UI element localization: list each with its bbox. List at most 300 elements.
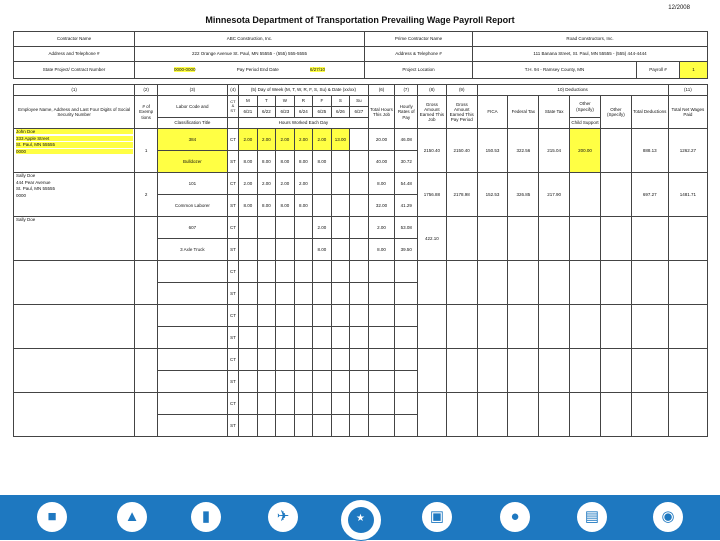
st-hours-cell[interactable]: 8.00 [294, 151, 313, 173]
hours-cell[interactable] [368, 349, 395, 371]
hours-cell[interactable] [331, 415, 350, 437]
gross-job-cell[interactable]: 422.10 [418, 217, 447, 261]
hours-cell[interactable] [368, 327, 395, 349]
hours-cell[interactable] [239, 327, 258, 349]
employee-cell [14, 173, 135, 217]
hours-cell[interactable] [350, 393, 369, 415]
amount-cell[interactable] [539, 393, 570, 437]
amount-cell[interactable] [539, 305, 570, 349]
column-number-row [14, 85, 708, 96]
exemptions-cell[interactable]: 2 [135, 173, 158, 217]
employee-ssn[interactable]: 0000 [16, 193, 27, 199]
gross-job-cell[interactable]: 1756.88 [418, 173, 447, 217]
state-tax-cell[interactable] [539, 217, 570, 261]
amount-cell[interactable] [631, 393, 668, 437]
st-hours-cell[interactable] [331, 195, 350, 217]
other1-cell[interactable]: 200.00 [570, 129, 601, 173]
hours-cell[interactable] [350, 283, 369, 305]
amount-cell[interactable] [631, 261, 668, 305]
child-support-header: Child Support [570, 118, 601, 129]
day-w: W [276, 96, 295, 107]
hours-cell[interactable] [395, 261, 418, 283]
hours-cell[interactable] [395, 371, 418, 393]
hours-cell[interactable] [350, 349, 369, 371]
st-hours-cell[interactable] [350, 151, 369, 173]
hours-cell[interactable] [331, 349, 350, 371]
other1-cell[interactable] [570, 217, 601, 261]
hours-cell[interactable] [331, 305, 350, 327]
hours-cell[interactable] [294, 371, 313, 393]
location-label: Project Location [365, 62, 473, 79]
labor-code-cell[interactable]: 384 [157, 129, 227, 151]
date-su: 6/27 [350, 107, 369, 118]
col-9: (9) [446, 85, 477, 96]
ct-hours-cell[interactable]: 2.00 [313, 217, 332, 239]
hours-cell[interactable] [294, 393, 313, 415]
amount-cell[interactable] [668, 393, 707, 437]
fica-cell[interactable]: 152.53 [477, 173, 508, 217]
hours-cell[interactable] [331, 371, 350, 393]
amount-cell[interactable] [631, 349, 668, 393]
ct-hours-cell[interactable] [257, 217, 276, 239]
employee-cell [14, 129, 135, 173]
contractor-value[interactable]: ABC Construction, Inc. [135, 32, 365, 47]
hours-cell[interactable] [350, 415, 369, 437]
ct-hours-cell[interactable]: 2.00 [257, 173, 276, 195]
hours-cell[interactable] [368, 283, 395, 305]
st-label: ST [227, 415, 238, 437]
hours-cell[interactable] [350, 327, 369, 349]
ct-total-cell[interactable]: 20.00 [368, 129, 395, 151]
amount-cell[interactable] [570, 261, 601, 305]
st-hours-cell[interactable] [276, 239, 295, 261]
net-cell[interactable] [668, 217, 707, 261]
car-icon: ▣ [422, 502, 452, 532]
other2-header: Other (Specify) [600, 96, 631, 129]
amount-cell[interactable] [477, 261, 508, 305]
st-hours-cell[interactable]: 8.00 [239, 151, 258, 173]
hours-cell[interactable] [276, 415, 295, 437]
blank-row-ct [14, 393, 708, 415]
hours-cell[interactable] [368, 415, 395, 437]
classification-cell[interactable]: Common Laborer [157, 195, 227, 217]
hours-cell[interactable] [350, 305, 369, 327]
classification-cell[interactable]: 3 Axle Truck [157, 239, 227, 261]
hours-cell[interactable] [276, 283, 295, 305]
bus-front-icon: ▤ [577, 502, 607, 532]
employee-city[interactable]: St. Paul, MN 55555 [16, 142, 133, 147]
hours-cell[interactable] [294, 327, 313, 349]
other1-cell[interactable] [570, 173, 601, 217]
ct-hours-cell[interactable] [331, 217, 350, 239]
project-group [135, 62, 365, 79]
hours-cell[interactable] [294, 305, 313, 327]
col-7: (7) [395, 85, 418, 96]
other2-cell[interactable] [600, 129, 631, 173]
amount-cell[interactable] [446, 393, 477, 437]
ct-label: CT [227, 217, 238, 239]
amount-cell[interactable] [508, 305, 539, 349]
labor-code-cell[interactable] [157, 305, 227, 327]
hours-cell[interactable] [395, 305, 418, 327]
hours-cell[interactable] [239, 415, 258, 437]
day-t: T [257, 96, 276, 107]
day-s: S [331, 96, 350, 107]
hours-cell[interactable] [257, 415, 276, 437]
employee-cell[interactable] [14, 261, 135, 305]
amount-cell[interactable] [477, 305, 508, 349]
classification-cell[interactable] [157, 371, 227, 393]
hours-cell[interactable] [368, 305, 395, 327]
col-2: (2) [135, 85, 158, 96]
fica-cell[interactable] [477, 217, 508, 261]
ct-label: CT [227, 393, 238, 415]
hours-cell[interactable] [257, 349, 276, 371]
fica-cell[interactable]: 150.53 [477, 129, 508, 173]
col-3: (3) [157, 85, 227, 96]
amount-cell[interactable] [418, 393, 447, 437]
hours-cell[interactable] [313, 327, 332, 349]
hours-cell[interactable] [395, 393, 418, 415]
st-hours-cell[interactable]: 8.00 [313, 151, 332, 173]
col-6: (6) [368, 85, 395, 96]
exemptions-cell[interactable] [135, 349, 158, 393]
ct-hours-cell[interactable]: 13.00 [331, 129, 350, 151]
payroll-label: Payroll # [637, 62, 680, 79]
ct-label: CT [227, 305, 238, 327]
amount-cell[interactable] [477, 393, 508, 437]
train-icon: ▮ [191, 502, 221, 532]
labor-code-cell[interactable] [157, 261, 227, 283]
st-rate-cell[interactable]: 39.50 [395, 239, 418, 261]
classification-cell[interactable] [157, 415, 227, 437]
exemptions-header: # of Exemp tions [135, 96, 158, 129]
column-header-row [14, 96, 708, 107]
amount-cell[interactable] [570, 393, 601, 437]
hours-cell[interactable] [313, 305, 332, 327]
gross-period-cell[interactable]: 2178.98 [446, 173, 477, 217]
blank-row-ct [14, 305, 708, 327]
hours-cell[interactable] [239, 371, 258, 393]
st-hours-cell[interactable] [331, 151, 350, 173]
amount-cell[interactable] [508, 261, 539, 305]
ct-hours-cell[interactable]: 2.00 [313, 129, 332, 151]
prime-value[interactable]: Road Constructors, Inc. [473, 32, 708, 47]
classification-header: Classification Title [157, 118, 227, 129]
ct-rate-cell[interactable]: 53.08 [395, 217, 418, 239]
gross-period-cell[interactable]: 2150.40 [446, 129, 477, 173]
gross-job-cell[interactable]: 2150.40 [418, 129, 447, 173]
day-su: Su [350, 96, 369, 107]
employee-ssn[interactable]: 0000 [16, 149, 133, 154]
date-t: 6/22 [257, 107, 276, 118]
amount-cell[interactable] [418, 349, 447, 393]
ct-rate-cell[interactable]: 54.48 [395, 173, 418, 195]
col-5: (5) Day of Week (M, T, W, R, F, S, Su) & Date (xx/xx) [239, 85, 369, 96]
employee-name[interactable]: John Doe [16, 129, 133, 134]
ct-hours-cell[interactable]: 2.00 [276, 173, 295, 195]
employee-cell [14, 217, 135, 261]
classification-cell[interactable]: Bulldozer [157, 151, 227, 173]
hours-cell[interactable] [313, 371, 332, 393]
hours-cell[interactable] [294, 415, 313, 437]
st-hours-cell[interactable]: 8.00 [294, 195, 313, 217]
labor-code-cell[interactable]: 607 [157, 217, 227, 239]
hours-cell[interactable] [257, 327, 276, 349]
labor-code-cell[interactable]: 101 [157, 173, 227, 195]
col-10: 10) Deductions [477, 85, 668, 96]
hours-cell[interactable] [257, 305, 276, 327]
hours-cell[interactable] [331, 327, 350, 349]
amount-cell[interactable] [600, 349, 631, 393]
date-w: 6/23 [276, 107, 295, 118]
employee-name[interactable]: Sally Doe [16, 173, 36, 178]
hours-cell[interactable] [368, 371, 395, 393]
hours-cell[interactable] [276, 261, 295, 283]
col-11: (11) [668, 85, 707, 96]
st-label: ST [227, 327, 238, 349]
hours-cell[interactable] [276, 349, 295, 371]
bus-icon: ■ [37, 502, 67, 532]
st-hours-cell[interactable] [350, 239, 369, 261]
date-f: 6/25 [313, 107, 332, 118]
exemptions-cell[interactable] [135, 305, 158, 349]
ct-total-cell[interactable]: 8.00 [368, 173, 395, 195]
ct-hours-cell[interactable] [294, 217, 313, 239]
amount-cell[interactable] [539, 349, 570, 393]
st-hours-cell[interactable]: 8.00 [257, 195, 276, 217]
hours-cell[interactable] [276, 327, 295, 349]
hours-cell[interactable] [257, 283, 276, 305]
date-r: 6/24 [294, 107, 313, 118]
amount-cell[interactable] [508, 393, 539, 437]
address-label: Address and Telephone # [14, 47, 135, 62]
hours-cell[interactable] [239, 283, 258, 305]
hours-cell[interactable] [368, 393, 395, 415]
st-hours-cell[interactable]: 8.00 [257, 151, 276, 173]
st-hours-cell[interactable] [294, 239, 313, 261]
amount-cell[interactable] [668, 261, 707, 305]
amount-cell[interactable] [600, 305, 631, 349]
st-hours-cell[interactable] [313, 195, 332, 217]
labor-code-cell[interactable] [157, 393, 227, 415]
st-hours-cell[interactable]: 8.00 [313, 239, 332, 261]
ct-st-header: CT & ST [227, 96, 238, 118]
bicycle-icon: ● [500, 502, 530, 532]
ct-label: CT [227, 173, 238, 195]
federal-cell[interactable]: 326.85 [508, 173, 539, 217]
hours-cell[interactable] [313, 349, 332, 371]
report-date: 12/2008 [668, 5, 690, 11]
ct-hours-cell[interactable]: 2.00 [294, 129, 313, 151]
amount-cell[interactable] [446, 261, 477, 305]
hours-cell[interactable] [257, 261, 276, 283]
ct-hours-cell[interactable] [276, 217, 295, 239]
ct-hours-cell[interactable] [350, 173, 369, 195]
federal-cell[interactable] [508, 217, 539, 261]
st-label: ST [227, 371, 238, 393]
state-tax-cell[interactable]: 215.04 [539, 129, 570, 173]
hours-cell[interactable] [276, 393, 295, 415]
hours-cell[interactable] [239, 393, 258, 415]
ct-hours-cell[interactable]: 2.00 [276, 129, 295, 151]
st-hours-cell[interactable] [239, 239, 258, 261]
employee-address[interactable]: 444 Pear Avenue [16, 179, 51, 185]
total-ded-cell[interactable]: 888.13 [631, 129, 668, 173]
amount-cell[interactable] [508, 349, 539, 393]
employee-cell[interactable] [14, 305, 135, 349]
st-hours-cell[interactable]: 8.00 [276, 195, 295, 217]
ct-hours-cell[interactable] [239, 217, 258, 239]
hours-cell[interactable] [368, 261, 395, 283]
amount-cell[interactable] [570, 349, 601, 393]
hours-cell[interactable] [395, 415, 418, 437]
hours-cell[interactable] [331, 261, 350, 283]
amount-cell[interactable] [446, 305, 477, 349]
hours-cell[interactable] [313, 393, 332, 415]
state-tax-cell[interactable]: 217.90 [539, 173, 570, 217]
st-hours-cell[interactable] [257, 239, 276, 261]
amount-cell[interactable] [477, 349, 508, 393]
st-hours-cell[interactable]: 8.00 [276, 151, 295, 173]
ct-hours-cell[interactable]: 2.00 [257, 129, 276, 151]
address-value[interactable]: 222 Orange Avenue St. Paul, MN 55555 - (555) 555-5555 [135, 47, 365, 62]
ct-hours-cell[interactable]: 2.00 [294, 173, 313, 195]
st-rate-cell[interactable]: 30.72 [395, 151, 418, 173]
hours-cell[interactable] [313, 415, 332, 437]
st-hours-cell[interactable] [350, 195, 369, 217]
employee-cell[interactable] [14, 393, 135, 437]
total-ded-cell[interactable]: 697.27 [631, 173, 668, 217]
hours-cell[interactable] [395, 327, 418, 349]
amount-cell[interactable] [600, 261, 631, 305]
location-value[interactable]: T.H. 94 - Ramsey County, MN [473, 62, 637, 79]
labor-code-cell[interactable] [157, 349, 227, 371]
payroll-value[interactable]: 1 [680, 62, 708, 79]
employee-cell[interactable] [14, 349, 135, 393]
st-hours-cell[interactable] [331, 239, 350, 261]
st-label: ST [227, 283, 238, 305]
exemptions-cell[interactable] [135, 261, 158, 305]
st-total-cell[interactable]: 32.00 [368, 195, 395, 217]
ct-hours-cell[interactable] [313, 173, 332, 195]
amount-cell[interactable] [570, 305, 601, 349]
hours-cell[interactable] [294, 261, 313, 283]
gross-period-header: Gross Amount Earned This Pay Period [446, 96, 477, 129]
hourly-header: Hourly Rates of Pay [395, 96, 418, 129]
hours-cell[interactable] [239, 305, 258, 327]
federal-header: Federal Tax [508, 96, 539, 129]
contractor-label: Contractor Name [14, 32, 135, 47]
amount-cell[interactable] [668, 349, 707, 393]
hours-cell[interactable] [395, 349, 418, 371]
ct-label: CT [227, 349, 238, 371]
gross-job-header: Gross Amount Earned This Job [418, 96, 447, 129]
total-ded-cell[interactable] [631, 217, 668, 261]
hours-cell[interactable] [331, 283, 350, 305]
hours-cell[interactable] [257, 393, 276, 415]
other2-cell[interactable] [600, 217, 631, 261]
hours-cell[interactable] [350, 261, 369, 283]
hours-cell[interactable] [257, 371, 276, 393]
col-4: (4) [227, 85, 238, 96]
hours-cell[interactable] [294, 349, 313, 371]
amount-cell[interactable] [446, 349, 477, 393]
address2-label: Address & Telephone # [365, 47, 473, 62]
federal-cell[interactable]: 322.56 [508, 129, 539, 173]
day-m: M [239, 96, 258, 107]
prime-label: Prime Contractor Name [365, 32, 473, 47]
exemptions-cell[interactable] [135, 217, 158, 261]
date-s: 6/26 [331, 107, 350, 118]
hours-cell[interactable] [395, 283, 418, 305]
amount-cell[interactable] [600, 393, 631, 437]
period-value[interactable]: 6/27/10 [310, 67, 326, 73]
hours-cell[interactable] [331, 393, 350, 415]
amount-cell[interactable] [539, 261, 570, 305]
employee-name[interactable]: Sally Doe [16, 217, 36, 222]
ct-rate-cell[interactable]: 46.08 [395, 129, 418, 151]
gross-period-cell[interactable] [446, 217, 477, 261]
ct-hours-cell[interactable] [350, 129, 369, 151]
hours-cell[interactable] [313, 283, 332, 305]
ct-hours-cell[interactable]: 2.00 [239, 173, 258, 195]
fica-header: FICA [477, 96, 508, 129]
payroll-grid [13, 84, 708, 437]
hours-cell[interactable] [239, 261, 258, 283]
project-value[interactable]: 0000-0000 [173, 67, 196, 73]
other2-cell[interactable] [600, 173, 631, 217]
st-total-cell[interactable]: 40.00 [368, 151, 395, 173]
hours-cell[interactable] [294, 283, 313, 305]
ct-hours-cell[interactable] [350, 217, 369, 239]
hours-cell[interactable] [313, 261, 332, 283]
period-label: Pay Period End Date [236, 67, 279, 73]
report-header [13, 31, 708, 79]
st-total-cell[interactable]: 8.00 [368, 239, 395, 261]
exemptions-cell[interactable] [135, 393, 158, 437]
ct-label: CT [227, 261, 238, 283]
st-hours-cell[interactable]: 8.00 [239, 195, 258, 217]
state-tax-header: State Tax [539, 96, 570, 129]
hours-cell[interactable] [239, 349, 258, 371]
project-label: State Project/ Contract Number [14, 62, 135, 79]
ct-hours-cell[interactable] [331, 173, 350, 195]
hours-cell[interactable] [276, 371, 295, 393]
mndot-seal-icon [340, 499, 382, 541]
employee-city[interactable]: St. Paul, MN 55555 [16, 186, 56, 192]
amount-cell[interactable] [418, 305, 447, 349]
address2-value[interactable]: 111 Banana Street, St. Paul, MN 55555 - (555) 444-4444 [473, 47, 708, 62]
hours-cell[interactable] [276, 305, 295, 327]
classification-cell[interactable] [157, 327, 227, 349]
ct-hours-cell[interactable]: 2.00 [239, 129, 258, 151]
amount-cell[interactable] [631, 305, 668, 349]
ct-total-cell[interactable]: 2.00 [368, 217, 395, 239]
net-cell[interactable]: 1262.27 [668, 129, 707, 173]
total-hours-header: Total Hours This Job [368, 96, 395, 129]
amount-cell[interactable] [418, 261, 447, 305]
exemptions-cell[interactable]: 1 [135, 129, 158, 173]
st-label: ST [227, 151, 238, 173]
amount-cell[interactable] [668, 305, 707, 349]
net-cell[interactable]: 1481.71 [668, 173, 707, 217]
total-deductions-header: Total Deductions [631, 96, 668, 129]
classification-cell[interactable] [157, 283, 227, 305]
employee-address[interactable]: 333 Apple Street [16, 136, 133, 141]
hours-cell[interactable] [350, 371, 369, 393]
st-rate-cell[interactable]: 41.29 [395, 195, 418, 217]
